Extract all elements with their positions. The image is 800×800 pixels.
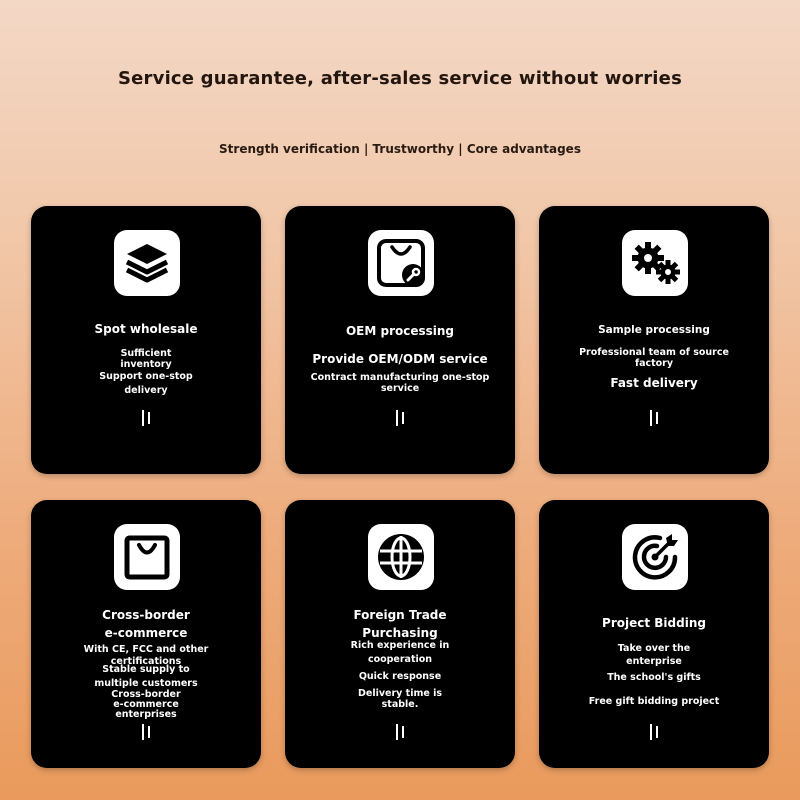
card-title: OEM processing [345, 324, 455, 338]
card-text: Quick response [358, 671, 442, 682]
card-title: Spot wholesale [94, 322, 198, 336]
layers-icon [114, 230, 180, 296]
card-text: stable. [381, 699, 419, 710]
page-subtitle: Strength verification | Trustworthy | Core advantages [219, 142, 581, 156]
card-title: Purchasing [362, 626, 438, 640]
card-sample-processing[interactable] [539, 206, 769, 474]
card-text: delivery [124, 385, 168, 396]
card-text: Cross-border [111, 689, 181, 700]
card-text: e-commerce [113, 699, 179, 710]
card-text: enterprise [626, 656, 682, 667]
card-text: Free gift bidding project [588, 696, 720, 707]
card-text: Delivery time is [357, 688, 443, 699]
card-text: Stable supply to [102, 664, 190, 675]
card-text: inventory [120, 359, 172, 370]
card-text: enterprises [115, 709, 177, 720]
card-oem-processing[interactable] [285, 206, 515, 474]
shopping-bag-icon [114, 524, 180, 590]
shopping-bag-wrench-icon [368, 230, 434, 296]
divider-mark [141, 410, 153, 426]
card-title: e-commerce [104, 626, 188, 640]
card-text: Professional team of source [579, 347, 729, 358]
divider-mark [141, 724, 153, 740]
card-highlight: Provide OEM/ODM service [312, 352, 488, 366]
card-project-bidding[interactable] [539, 500, 769, 768]
divider-mark [395, 724, 407, 740]
card-foreign-trade-purchasing[interactable] [285, 500, 515, 768]
card-title: Foreign Trade [353, 608, 447, 622]
card-highlight: Fast delivery [610, 376, 698, 390]
divider-mark [649, 724, 661, 740]
card-text: multiple customers [94, 678, 198, 689]
divider-mark [649, 410, 661, 426]
page-title: Service guarantee, after-sales service without worries [117, 68, 683, 89]
gears-icon [622, 230, 688, 296]
card-text: Rich experience in [350, 640, 450, 651]
card-spot-wholesale[interactable] [31, 206, 261, 474]
card-title: Cross-border [102, 608, 190, 622]
card-title: Project Bidding [602, 616, 706, 630]
divider-mark [395, 410, 407, 426]
card-text: factory [634, 358, 674, 369]
target-arrow-icon [622, 524, 688, 590]
globe-icon [368, 524, 434, 590]
card-title: Sample processing [598, 324, 710, 336]
card-text: Support one-stop [99, 371, 193, 382]
card-text: certifications [110, 656, 182, 667]
card-text: service [380, 383, 420, 394]
card-text: Take over the [617, 643, 691, 654]
card-text: With CE, FCC and other [83, 644, 209, 655]
card-cross-border-ecommerce[interactable] [31, 500, 261, 768]
card-text: Contract manufacturing one-stop [310, 372, 490, 383]
card-text: Sufficient [120, 348, 172, 359]
card-text: cooperation [367, 654, 433, 665]
card-text: The school's gifts [607, 672, 701, 683]
